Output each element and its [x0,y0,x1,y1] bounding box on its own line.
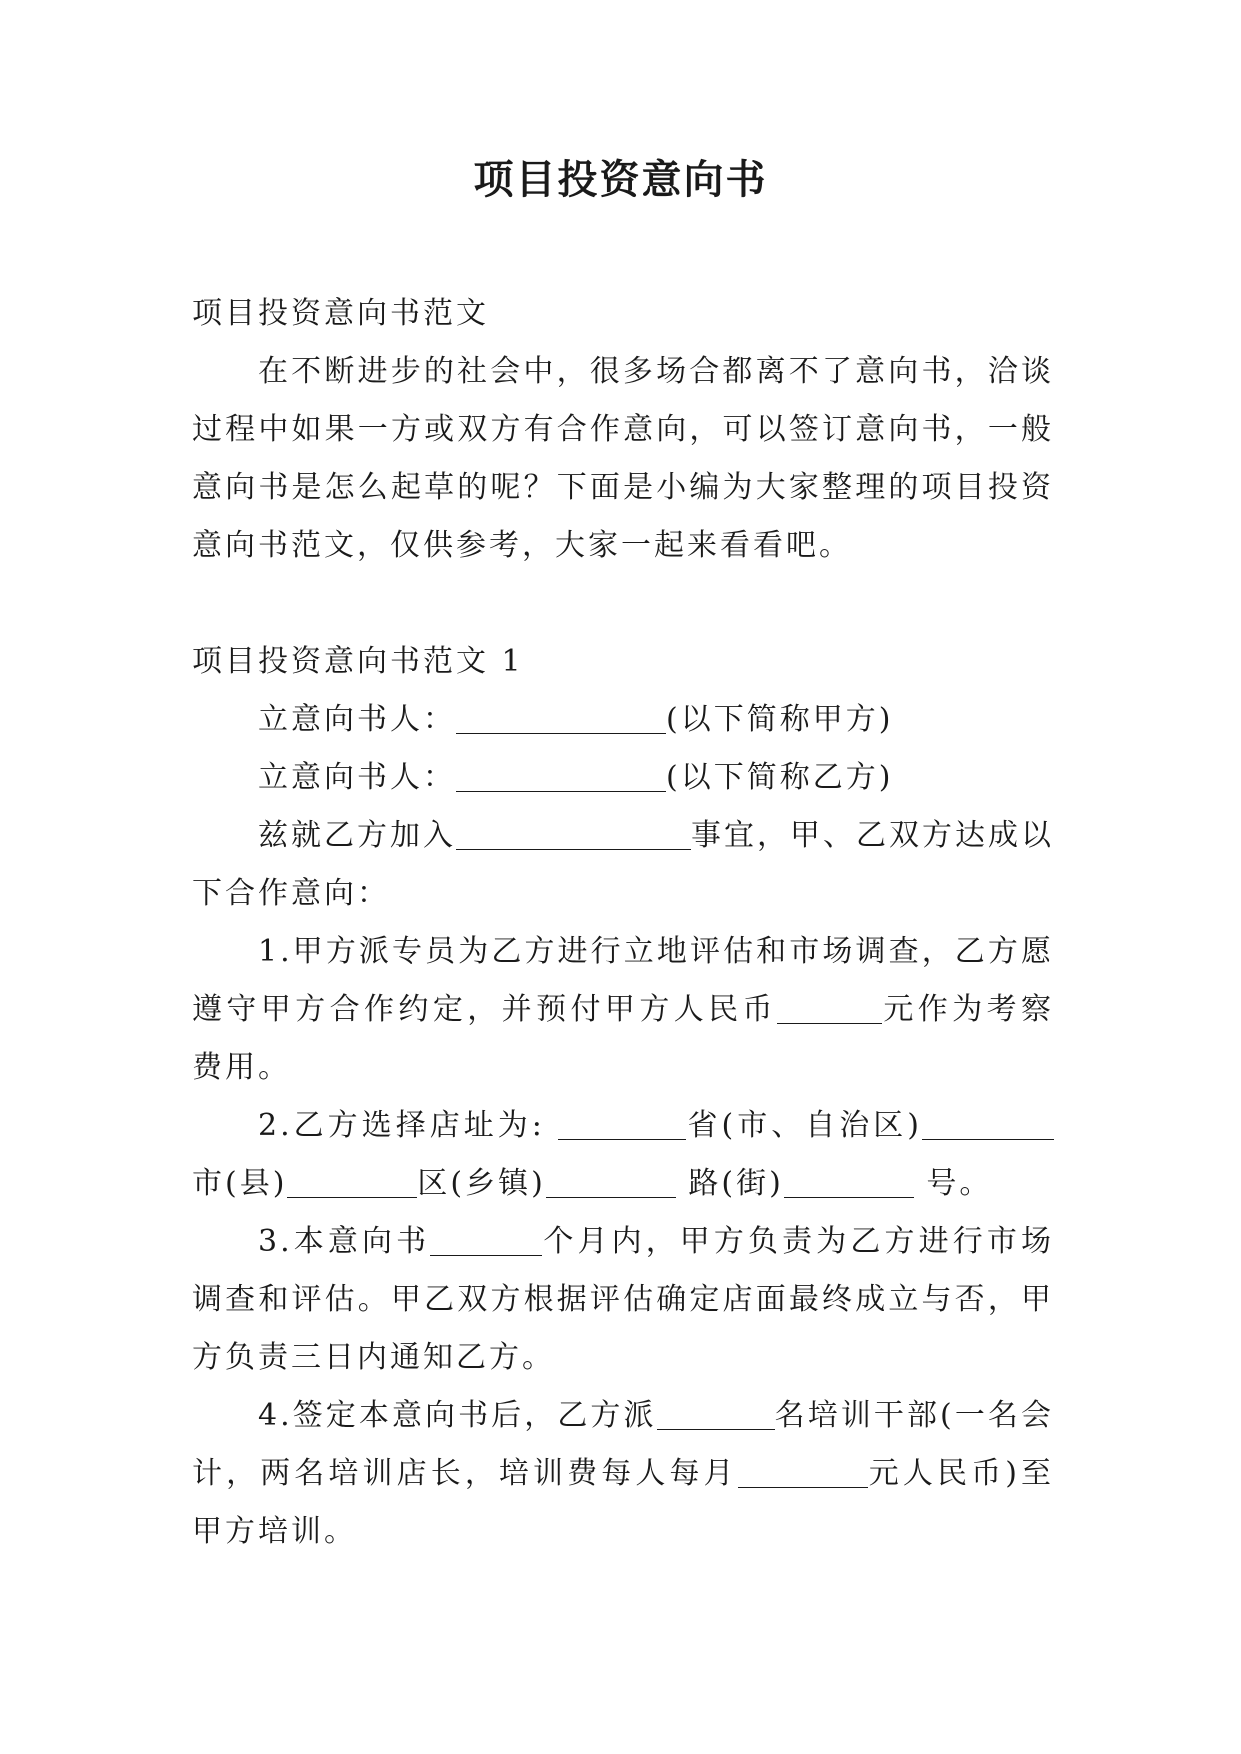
party-b-suffix: (以下简称乙方) [666,760,894,795]
item-2-part1: 省(市、自治区) [686,1108,922,1143]
item-3 [192,1213,1054,1387]
party-b-blank [456,759,666,792]
join-clause-prefix: 兹就乙方加入 [258,818,456,853]
document-title: 项目投资意向书 [473,156,768,203]
party-b-prefix: 立意向书人： [258,760,456,795]
item-2-part3: 区(乡镇) [417,1166,546,1201]
party-a-blank [456,701,666,734]
item-2-blank-road [784,1165,914,1198]
item-2-blank-district [546,1165,676,1198]
intro-paragraph: 在不断进步的社会中，很多场合都离不了意向书，洽谈过程中如果一方或双方有合作意向，可以签订意向书，一般意向书是怎么起草的呢？下面是小编为大家整理的项目投资意向书范文，仅供参考，大家一起来看看吧。 [192,354,1054,563]
item-4-blank-fee [738,1455,868,1488]
item-4-suffix: 元人民币)至甲方培训。 [192,1456,1054,1549]
item-2-part2: 市(县) [192,1166,288,1201]
item-4-prefix: 4.签定本意向书后，乙方派 [258,1398,657,1433]
item-4 [192,1387,1054,1561]
item-1 [192,923,1054,1097]
item-1-suffix: 元作为考察费用。 [192,992,1055,1085]
join-clause-suffix: 事宜，甲、乙双方达成以下合作意向： [192,818,1054,911]
item-2-prefix: 2.乙方选择店址为: [258,1108,545,1143]
item-2-part4: 路(街) [675,1166,784,1201]
item-3-prefix: 3.本意向书 [258,1224,431,1259]
join-clause-blank [456,817,691,850]
item-1-blank [777,991,882,1024]
intro-heading: 项目投资意向书范文 [192,296,489,331]
document-body [192,285,1054,1561]
party-b-line [192,749,1054,807]
item-2-part5: 号。 [913,1166,993,1201]
item-2-blank-county [287,1165,417,1198]
join-clause [192,807,1054,923]
item-4-middle: 名培训干部(一名会计，两名培训店长，培训费每人每月 [192,1398,1054,1491]
item-4-blank-count [657,1397,775,1430]
sample-heading: 项目投资意向书范文 1 [192,644,524,679]
party-a-suffix: (以下简称甲方) [666,702,894,737]
item-2 [192,1097,1054,1213]
party-a-prefix: 立意向书人： [258,702,456,737]
party-a-line [192,691,1054,749]
item-2-blank-province [558,1107,686,1140]
item-2-blank-city [922,1107,1054,1140]
item-3-suffix: 个月内，甲方负责为乙方进行市场调查和评估。甲乙双方根据评估确定店面最终成立与否，甲方负责三日内通知乙方。 [192,1224,1054,1375]
item-3-blank [430,1223,542,1256]
item-1-prefix: 1.甲方派专员为乙方进行立地评估和市场调查，乙方愿遵守甲方合作约定，并预付甲方人民币 [192,934,1054,1027]
